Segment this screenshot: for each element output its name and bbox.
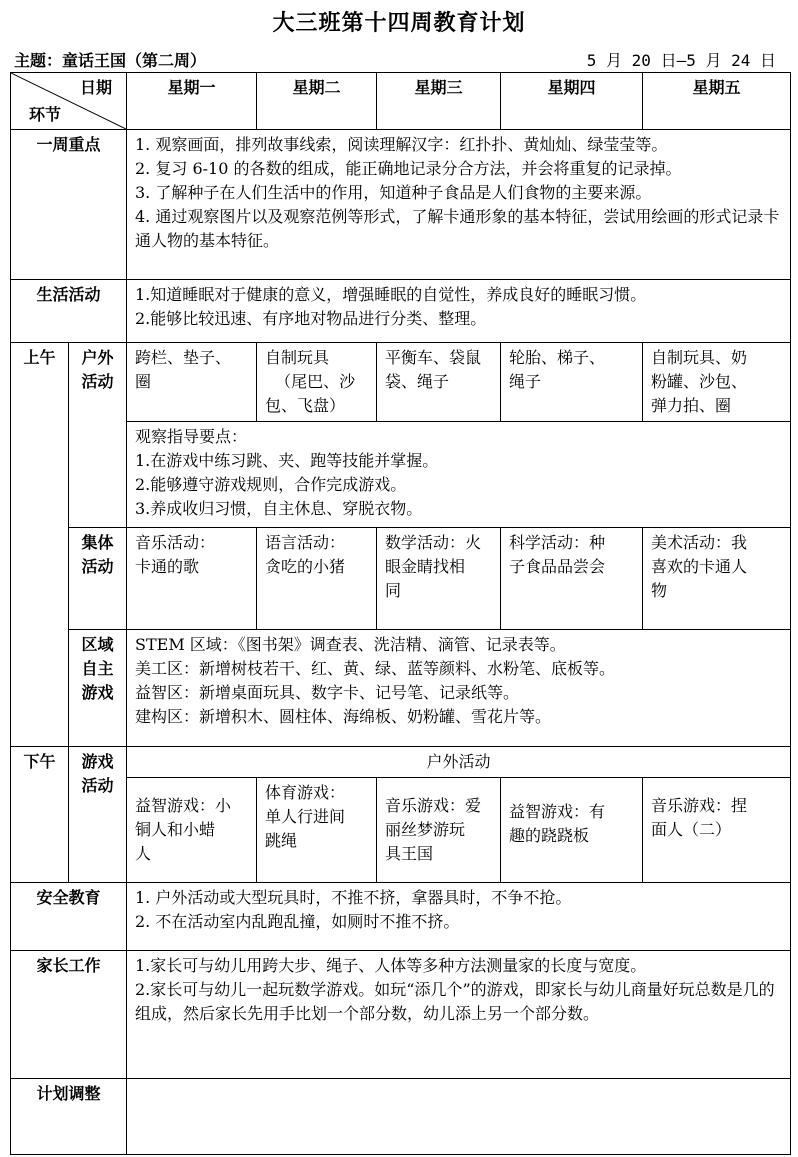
weekly-focus-item: 4. 通过观察图片以及观察范例等形式，了解卡通形象的基本特征，尝试用绘画的形式记录卡通人物的基本特征。 bbox=[135, 207, 780, 250]
game-activity-label: 游戏 活动 bbox=[69, 747, 127, 883]
outdoor-equipment-row bbox=[11, 343, 791, 422]
outdoor-equipment-fri: 自制玩具、奶 粉罐、沙包、 弹力拍、圈 bbox=[643, 343, 791, 422]
group-activity-mon: 音乐活动： 卡通的歌 bbox=[127, 528, 257, 630]
parents-item: 2.家长可与幼儿一起玩数学游戏。如玩“添几个”的游戏，即家长与幼儿商量好玩总数是几的组成，然后家长先用手比划一个部分数，幼儿添上另一个部分数。 bbox=[135, 980, 775, 1023]
area-play-item: 建构区：新增积木、圆柱体、海绵板、奶粉罐、雪花片等。 bbox=[135, 707, 552, 726]
game-activity-tue: 体育游戏： 单人行进间 跳绳 bbox=[257, 778, 377, 883]
afternoon-header-row bbox=[11, 747, 791, 778]
guidance-item: 3.养成收归习惯，自主休息、穿脱衣物。 bbox=[135, 499, 423, 518]
group-activity-thu: 科学活动：种 子食品品尝会 bbox=[501, 528, 643, 630]
theme-label: 主题：童话王国（第二周） bbox=[14, 51, 207, 70]
day-header-thu: 星期四 bbox=[501, 73, 643, 130]
morning-label: 上午 bbox=[11, 343, 69, 747]
outdoor-guidance-row bbox=[11, 422, 791, 528]
afternoon-label: 下午 bbox=[11, 747, 69, 883]
outdoor-equipment-wed: 平衡车、袋鼠 袋、绳子 bbox=[377, 343, 501, 422]
diagonal-header-cell bbox=[11, 73, 127, 130]
guidance-item: 1.在游戏中练习跳、夹、跑等技能并掌握。 bbox=[135, 451, 439, 470]
life-activities-label: 生活活动 bbox=[11, 280, 127, 343]
group-activity-tue: 语言活动： 贪吃的小猪 bbox=[257, 528, 377, 630]
adjust-label: 计划调整 bbox=[11, 1079, 127, 1155]
outdoor-equipment-mon: 跨栏、垫子、 圈 bbox=[127, 343, 257, 422]
safety-label: 安全教育 bbox=[11, 883, 127, 951]
game-activity-row bbox=[11, 778, 791, 883]
outdoor-equipment-tue: 自制玩具 （尾巴、沙 包、飞盘） bbox=[257, 343, 377, 422]
weekly-focus-label: 一周重点 bbox=[11, 130, 127, 280]
area-play-item: STEM 区域：《图书架》调查表、洗洁精、滴管、记录表等。 bbox=[135, 635, 566, 654]
plan-table bbox=[10, 72, 791, 1155]
weekly-focus-content bbox=[127, 130, 791, 280]
group-activity-fri: 美术活动：我 喜欢的卡通人 物 bbox=[643, 528, 791, 630]
parents-content bbox=[127, 951, 791, 1079]
page-title: 大三班第十四周教育计划 bbox=[272, 11, 526, 36]
adjust-row bbox=[11, 1079, 791, 1155]
outdoor-activity-label: 户外 活动 bbox=[69, 343, 127, 528]
section-header-label: 环节 bbox=[29, 105, 62, 124]
safety-item: 2. 不在活动室内乱跑乱撞，如厕时不推不挤。 bbox=[135, 912, 460, 931]
safety-content bbox=[127, 883, 791, 951]
area-play-item: 益智区：新增桌面玩具、数字卡、记号笔、记录纸等。 bbox=[135, 683, 520, 702]
parents-label: 家长工作 bbox=[11, 951, 127, 1079]
game-activity-mon: 益智游戏：小 铜人和小蜡 人 bbox=[127, 778, 257, 883]
day-header-tue: 星期二 bbox=[257, 73, 377, 130]
guidance-item: 2.能够遵守游戏规则，合作完成游戏。 bbox=[135, 475, 407, 494]
group-activity-label: 集体 活动 bbox=[69, 528, 127, 630]
weekly-focus-item: 3. 了解种子在人们生活中的作用，知道种子食品是人们食物的主要来源。 bbox=[135, 183, 652, 202]
weekly-focus-item: 2. 复习 6-10 的各数的组成，能正确地记录分合方法，并会将重复的记录掉。 bbox=[135, 159, 682, 178]
afternoon-outdoor-header: 户外活动 bbox=[127, 747, 791, 778]
area-play-row bbox=[11, 630, 791, 747]
date-header-label: 日期 bbox=[79, 78, 112, 97]
group-activity-wed: 数学活动：火 眼金睛找相 同 bbox=[377, 528, 501, 630]
game-activity-fri: 音乐游戏：捏 面人（二） bbox=[643, 778, 791, 883]
day-header-wed: 星期三 bbox=[377, 73, 501, 130]
life-activity-item: 1.知道睡眠对于健康的意义，增强睡眠的自觉性，养成良好的睡眠习惯。 bbox=[135, 285, 647, 304]
guidance-item: 观察指导要点： bbox=[135, 427, 248, 446]
life-activities-row bbox=[11, 280, 791, 343]
life-activity-item: 2.能够比较迅速、有序地对物品进行分类、整理。 bbox=[135, 309, 487, 328]
safety-row bbox=[11, 883, 791, 951]
outdoor-equipment-thu: 轮胎、梯子、 绳子 bbox=[501, 343, 643, 422]
game-activity-wed: 音乐游戏：爱 丽丝梦游玩 具王国 bbox=[377, 778, 501, 883]
area-play-content bbox=[127, 630, 791, 747]
header-row bbox=[11, 73, 791, 130]
parents-row bbox=[11, 951, 791, 1079]
outdoor-guidance-content bbox=[127, 422, 791, 528]
day-header-fri: 星期五 bbox=[643, 73, 791, 130]
area-play-item: 美工区：新增树枝若干、红、黄、绿、蓝等颜料、水粉笔、底板等。 bbox=[135, 659, 616, 678]
date-range: 5 月 20 日—5 月 24 日 bbox=[586, 51, 776, 70]
parents-item: 1.家长可与幼儿用跨大步、绳子、人体等多种方法测量家的长度与宽度。 bbox=[135, 956, 647, 975]
safety-item: 1. 户外活动或大型玩具时，不推不挤，拿器具时，不争不抢。 bbox=[135, 888, 572, 907]
adjust-content bbox=[127, 1079, 791, 1155]
life-activities-content bbox=[127, 280, 791, 343]
group-activity-row bbox=[11, 528, 791, 630]
area-play-label: 区域 自主 游戏 bbox=[69, 630, 127, 747]
weekly-focus-row bbox=[11, 130, 791, 280]
day-header-mon: 星期一 bbox=[127, 73, 257, 130]
weekly-focus-item: 1. 观察画面，排列故事线索，阅读理解汉字：红扑扑、黄灿灿、绿莹莹等。 bbox=[135, 135, 668, 154]
game-activity-thu: 益智游戏：有 趣的跷跷板 bbox=[501, 778, 643, 883]
